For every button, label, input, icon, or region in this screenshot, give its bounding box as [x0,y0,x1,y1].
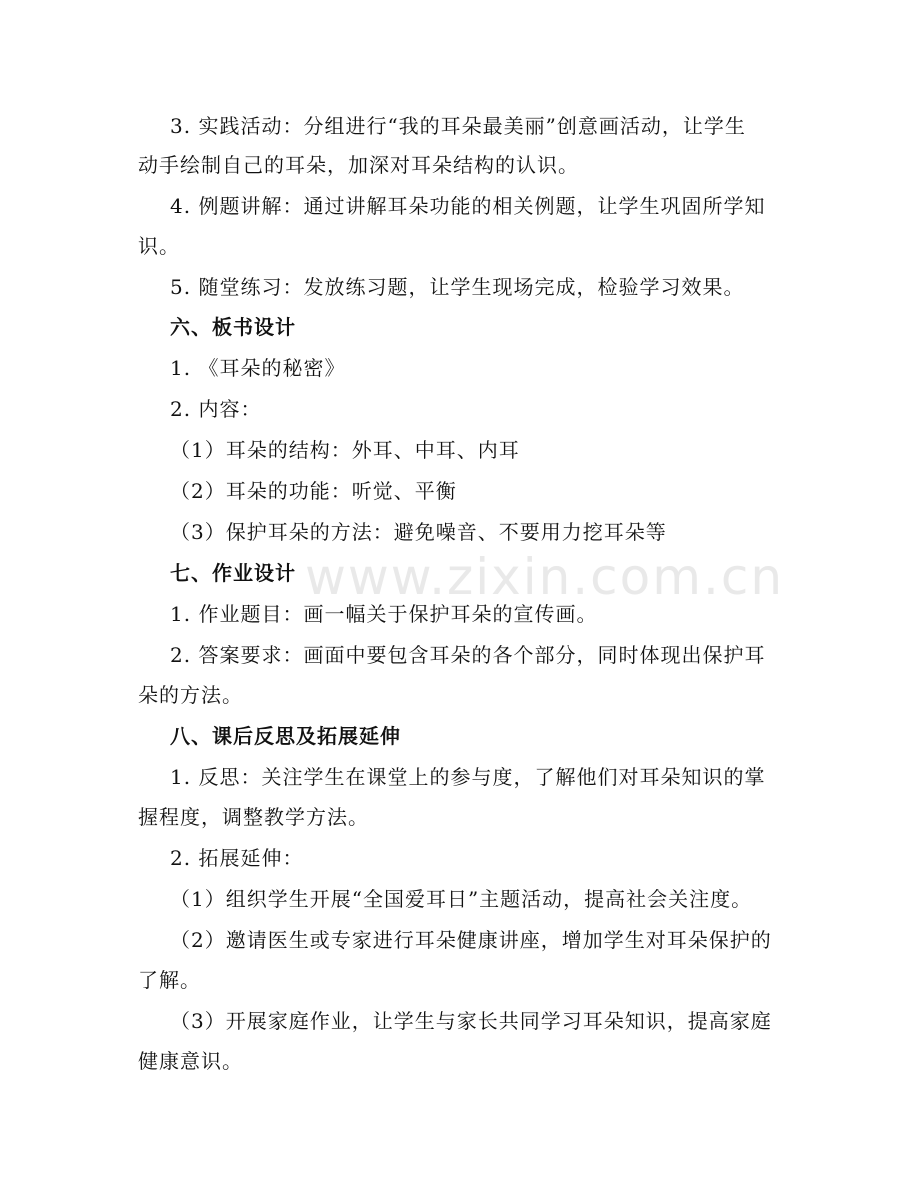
paragraph-line: 1. 作业题目：画一幅关于保护耳朵的宣传画。 [170,602,598,626]
list-item: （1）耳朵的结构：外耳、中耳、内耳 [170,438,520,462]
section-heading: 六、板书设计 [170,315,296,339]
paragraph-line: 识。 [138,234,180,258]
paragraph-line: 朵的方法。 [138,683,243,707]
section-heading: 八、课后反思及拓展延伸 [170,724,401,748]
paragraph-line: 动手绘制自己的耳朵，加深对耳朵结构的认识。 [138,153,579,177]
section-heading: 七、作业设计 [170,561,296,585]
watermark: www.zixin.com.cn [305,548,785,606]
paragraph-line: 2. 内容： [170,397,262,421]
list-item: （1）组织学生开展“全国爱耳日”主题活动，提高社会关注度。 [170,887,753,911]
list-item: （2）耳朵的功能：听觉、平衡 [170,479,457,503]
list-item: （3）保护耳朵的方法：避免噪音、不要用力挖耳朵等 [170,520,667,544]
paragraph-line: 了解。 [138,968,201,992]
paragraph-line: 1. 反思：关注学生在课堂上的参与度，了解他们对耳朵知识的掌 [170,765,766,789]
paragraph-line: 4. 例题讲解：通过讲解耳朵功能的相关例题，让学生巩固所学知 [170,194,766,218]
paragraph-line: 3. 实践活动：分组进行“我的耳朵最美丽”创意画活动，让学生 [170,114,746,138]
paragraph-line: 5. 随堂练习：发放练习题，让学生现场完成，检验学习效果。 [170,275,745,299]
paragraph-line: 2. 拓展延伸： [170,846,304,870]
paragraph-line: 健康意识。 [138,1049,243,1073]
paragraph-line: 2. 答案要求：画面中要包含耳朵的各个部分，同时体现出保护耳 [170,643,766,667]
paragraph-line: 握程度，调整教学方法。 [138,805,369,829]
list-item: （3）开展家庭作业，让学生与家长共同学习耳朵知识，提高家庭 [170,1009,772,1033]
paragraph-line: 1. 《耳朵的秘密》 [170,356,346,380]
list-item: （2）邀请医生或专家进行耳朵健康讲座，增加学生对耳朵保护的 [170,928,772,952]
